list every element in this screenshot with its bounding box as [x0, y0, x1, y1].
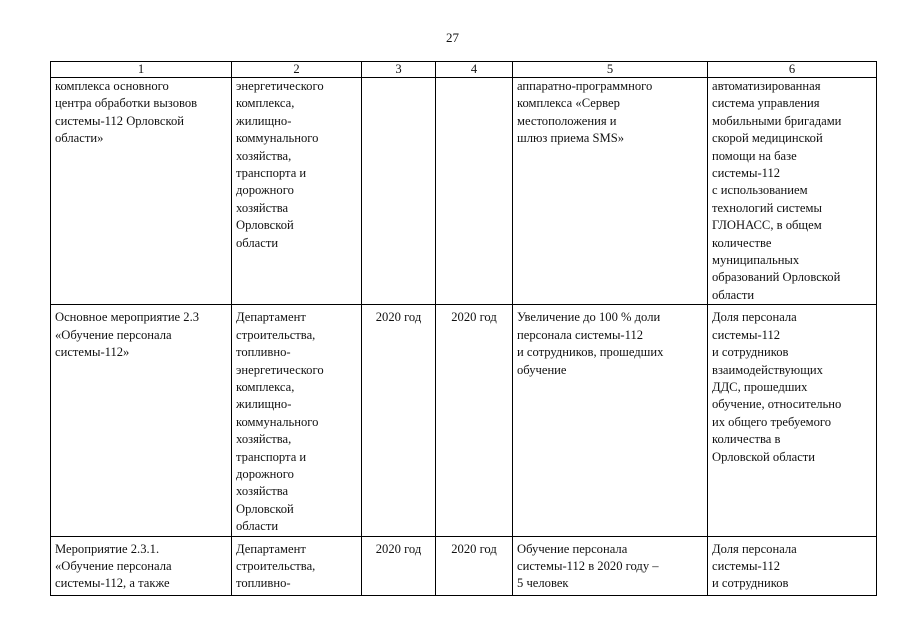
- cell-text-line: области»: [55, 131, 104, 146]
- expected-result-cell: [513, 305, 708, 536]
- cell-text-line: Орловской области: [712, 449, 816, 464]
- measure-name-cell: [51, 536, 232, 595]
- end-year-cell: 2020 год: [436, 305, 513, 536]
- cell-text-line: помощи на базе: [712, 148, 797, 163]
- cell-text-line: Доля персонала: [712, 310, 797, 325]
- page-number: 27: [446, 30, 459, 45]
- cell-text-line: Основное мероприятие 2.3: [55, 310, 200, 325]
- cell-text-line: транспорта и: [236, 449, 307, 464]
- cell-text-line: Орловской: [236, 218, 294, 233]
- cell-text-line: дорожного: [236, 466, 294, 481]
- cell-text-line: области: [236, 519, 279, 534]
- cell-text-line: автоматизированная: [712, 79, 821, 93]
- cell-text-line: 5 человек: [517, 576, 569, 591]
- cell-text-line: комплекса «Сервер: [517, 96, 620, 111]
- measures-table: [50, 61, 877, 596]
- cell-text-line: взаимодействующих: [712, 362, 823, 377]
- cell-text-line: энергетического: [236, 362, 324, 377]
- cell-text-line: коммунального: [236, 131, 319, 146]
- cell-text-line: строительства,: [236, 558, 316, 573]
- cell-text-line: с использованием: [712, 183, 808, 198]
- cell-text-line: и сотрудников: [712, 576, 789, 591]
- cell-text-line: технологий системы: [712, 200, 822, 215]
- expected-result-cell: [513, 536, 708, 595]
- cell-text-line: Увеличение до 100 % доли: [517, 310, 661, 325]
- cell-text-line: персонала системы-112: [517, 327, 644, 342]
- cell-text-line: Департамент: [236, 310, 306, 325]
- cell-text-line: местоположения и: [517, 113, 617, 128]
- cell-text-line: муниципальных: [712, 253, 800, 268]
- cell-text-line: системы-112 Орловской: [55, 113, 184, 128]
- cell-text-line: количества в: [712, 432, 781, 447]
- cell-text-line: Обучение персонала: [517, 541, 628, 556]
- column-header: 5: [513, 62, 708, 78]
- cell-text-line: системы-112, а также: [55, 576, 170, 591]
- cell-text-line: коммунального: [236, 414, 319, 429]
- cell-text-line: и сотрудников: [712, 345, 789, 360]
- cell-text-line: количестве: [712, 235, 772, 250]
- column-header: 2: [232, 62, 362, 78]
- cell-text-line: хозяйства,: [236, 148, 292, 163]
- cell-text-line: их общего требуемого: [712, 414, 832, 429]
- cell-text-line: энергетического: [236, 79, 324, 93]
- cell-text-line: комплекса,: [236, 96, 295, 111]
- cell-text-line: жилищно-: [236, 397, 292, 412]
- executor-cell: [232, 78, 362, 305]
- cell-text-line: хозяйства: [236, 484, 289, 499]
- column-header: 1: [51, 62, 232, 78]
- cell-text-line: области: [236, 235, 279, 250]
- cell-text-line: ГЛОНАСС, в общем: [712, 218, 822, 233]
- column-header: 3: [362, 62, 436, 78]
- end-year-cell: [436, 78, 513, 305]
- cell-text-line: транспорта и: [236, 166, 307, 181]
- table-row: [51, 536, 877, 595]
- table-row: [51, 78, 877, 305]
- cell-text-line: система управления: [712, 96, 820, 111]
- cell-text-line: скорой медицинской: [712, 131, 823, 146]
- cell-text-line: строительства,: [236, 327, 316, 342]
- executor-cell: [232, 536, 362, 595]
- column-header: 4: [436, 62, 513, 78]
- cell-text-line: обучение: [517, 362, 567, 377]
- cell-text-line: дорожного: [236, 183, 294, 198]
- cell-text-line: хозяйства,: [236, 432, 292, 447]
- start-year-cell: 2020 год: [362, 536, 436, 595]
- cell-text-line: аппаратно-программного: [517, 79, 653, 93]
- column-header: 6: [708, 62, 877, 78]
- measure-name-cell: [51, 78, 232, 305]
- end-year-cell: 2020 год: [436, 536, 513, 595]
- cell-text-line: системы-112»: [55, 345, 130, 360]
- cell-text-line: топливно-: [236, 345, 291, 360]
- header-row: [51, 62, 877, 78]
- cell-text-line: топливно-: [236, 576, 291, 591]
- start-year-cell: 2020 год: [362, 305, 436, 536]
- cell-text-line: и сотрудников, прошедших: [517, 345, 664, 360]
- cell-text-line: области: [712, 287, 755, 302]
- cell-text-line: системы-112 в 2020 году –: [517, 558, 659, 573]
- measure-name-cell: [51, 305, 232, 536]
- executor-cell: [232, 305, 362, 536]
- cell-text-line: комплекса,: [236, 379, 295, 394]
- expected-result-cell: [513, 78, 708, 305]
- cell-text-line: Департамент: [236, 541, 306, 556]
- indicator-cell: [708, 536, 877, 595]
- cell-text-line: обучение, относительно: [712, 397, 842, 412]
- cell-text-line: хозяйства: [236, 200, 289, 215]
- cell-text-line: образований Орловской: [712, 270, 841, 285]
- cell-text-line: жилищно-: [236, 113, 292, 128]
- start-year-cell: [362, 78, 436, 305]
- cell-text-line: системы-112: [712, 558, 781, 573]
- cell-text-line: шлюз приема SMS»: [517, 131, 625, 146]
- cell-text-line: центра обработки вызовов: [55, 96, 198, 111]
- cell-text-line: мобильными бригадами: [712, 113, 842, 128]
- cell-text-line: системы-112: [712, 327, 781, 342]
- indicator-cell: [708, 305, 877, 536]
- cell-text-line: «Обучение персонала: [55, 558, 172, 573]
- cell-text-line: ДДС, прошедших: [712, 379, 808, 394]
- cell-text-line: «Обучение персонала: [55, 327, 172, 342]
- cell-text-line: системы-112: [712, 166, 781, 181]
- cell-text-line: комплекса основного: [55, 79, 169, 93]
- table-row: [51, 305, 877, 536]
- cell-text-line: Мероприятие 2.3.1.: [55, 541, 160, 556]
- cell-text-line: Доля персонала: [712, 541, 797, 556]
- indicator-cell: [708, 78, 877, 305]
- cell-text-line: Орловской: [236, 501, 294, 516]
